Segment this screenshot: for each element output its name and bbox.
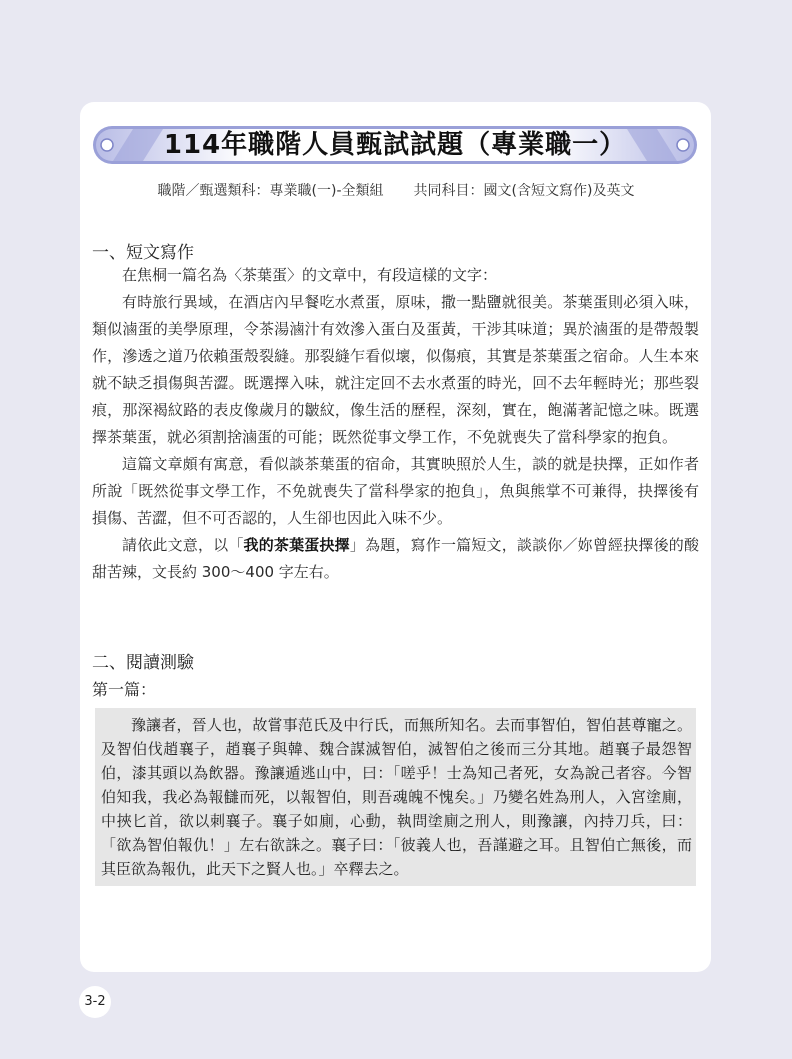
section-two-heading: 二、閱讀測驗 xyxy=(92,653,194,673)
section-one-body xyxy=(92,262,699,586)
prompt-topic: 我的茶葉蛋抉擇 xyxy=(243,536,350,554)
section-one-heading: 一、短文寫作 xyxy=(92,243,194,263)
title-banner xyxy=(93,124,697,166)
exam-title: 114年職階人員甄試試題（專業職一） xyxy=(163,130,627,160)
reading-passage-box xyxy=(95,708,696,886)
section-one-quoted-passage: 有時旅行異域，在酒店內早餐吃水煮蛋，原味，撒一點鹽就很美。茶葉蛋則必須入味，類似滷蛋的美學原理，令茶湯滷汁有效滲入蛋白及蛋黃，干涉其味道；異於滷蛋的是帶殼製作，滲透之道乃依賴蛋殼裂縫。那裂縫乍看似壞，似傷痕，其實是茶葉蛋之宿命。人生本來就不缺乏損傷與苦澀。既選擇入味，就注定回不去水煮蛋的時光，回不去年輕時光；那些裂痕，那深褐紋路的表皮像歲月的皺紋，像生活的歷程，深刻，實在，飽滿著記憶之味。既選擇茶葉蛋，就必須割捨滷蛋的可能；既然從事文學工作，不免就喪失了當科學家的抱負。 xyxy=(92,293,699,446)
part-one-label: 第一篇： xyxy=(92,680,157,699)
prompt-suffix: 」為題，寫作一篇短文，談談你／妳曾經抉擇後的酸甜苦辣，文長約 300～400 字左右。 xyxy=(92,536,699,581)
section-one-commentary: 這篇文章頗有寓意，看似談茶葉蛋的宿命，其實映照於人生，談的就是抉擇，正如作者所說「既然從事文學工作，不免就喪失了當科學家的抱負」，魚與熊掌不可兼得，抉擇後有損傷、苦澀，但不可否認的，人生卻也因此入味不少。 xyxy=(92,455,699,527)
category-label: 職階／甄選類科：專業職(一)-全類組 xyxy=(157,183,384,199)
reading-passage: 豫讓者，晉人也，故嘗事范氏及中行氏，而無所知名。去而事智伯，智伯甚尊寵之。及智伯伐趙襄子，趙襄子與韓、魏合謀滅智伯，滅智伯之後而三分其地。趙襄子最怨智伯，漆其頭以為飲器。豫讓遁逃山中，曰：「嗟乎！士為知己者死，女為說己者容。今智伯知我，我必為報讎而死，以報智伯，則吾魂魄不愧矣。」乃變名姓為刑人，入宮塗廁，中挾匕首，欲以刺襄子。襄子如廁，心動，執問塗廁之刑人，則豫讓，內持刀兵，曰：「欲為智伯報仇！」左右欲誅之。襄子曰：「彼義人也，吾謹避之耳。且智伯亡無後，而其臣欲為報仇，此天下之賢人也。」卒釋去之。 xyxy=(101,716,692,878)
section-one-intro: 在焦桐一篇名為〈茶葉蛋〉的文章中，有段這樣的文字： xyxy=(122,266,498,284)
prompt-prefix: 請依此文意，以「 xyxy=(122,536,244,554)
page-number: 3-2 xyxy=(79,986,111,1018)
section-one-prompt xyxy=(92,532,699,586)
exam-subtitle xyxy=(92,180,700,200)
subject-label: 共同科目：國文(含短文寫作)及英文 xyxy=(413,183,635,199)
